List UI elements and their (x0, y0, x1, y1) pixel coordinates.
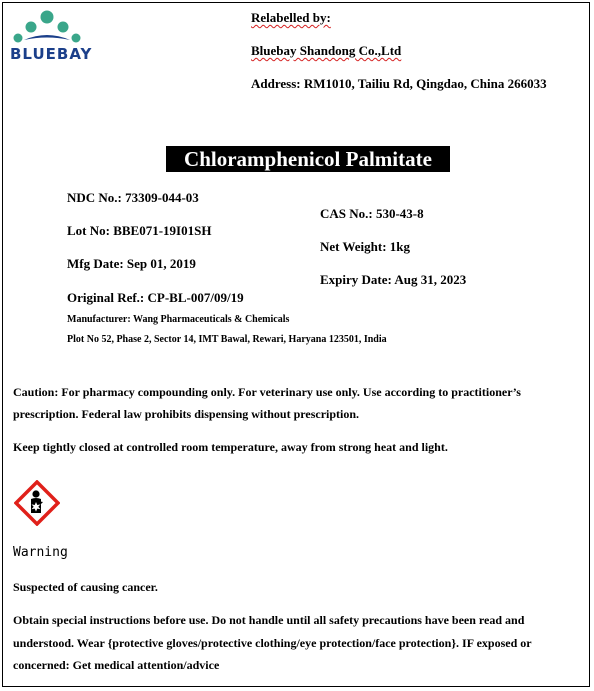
cas-number: CAS No.: 530-43-8 (320, 206, 424, 221)
relabel-label: Relabelled by: (251, 10, 331, 25)
caution-line-2: prescription. Federal law prohibits dispensing without prescription. (13, 407, 360, 421)
precaution-line-2: understood. Wear {protective gloves/protective clothing/eye protection/face protection}. IF exposed or (13, 636, 532, 650)
health-hazard-icon (14, 480, 60, 526)
original-ref: Original Ref.: CP-BL-007/09/19 (67, 290, 244, 305)
manufacturer: Manufacturer: Wang Pharmaceuticals & Chemicals (67, 314, 290, 325)
mfg-date: Mfg Date: Sep 01, 2019 (67, 256, 196, 271)
expiry-date: Expiry Date: Aug 31, 2023 (320, 272, 467, 287)
hazard-statement: Suspected of causing cancer. (13, 580, 158, 594)
precaution-line-1: Obtain special instructions before use. Do not handle until all safety precautions have been read and (13, 613, 525, 627)
relabel-address: Address: RM1010, Tailiu Rd, Qingdao, China 266033 (251, 76, 547, 91)
caution-line-1: Caution: For pharmacy compounding only. For veterinary use only. Use according to practitioner’s (13, 385, 521, 399)
logo-text: BLUEBAY (10, 45, 93, 63)
ndc-number: NDC No.: 73309-044-03 (67, 190, 199, 205)
lot-number: Lot No: BBE071-19I01SH (67, 223, 212, 238)
precaution-line-3: concerned: Get medical attention/advice (13, 658, 220, 672)
storage-instructions: Keep tightly closed at controlled room temperature, away from strong heat and light. (13, 440, 448, 454)
product-title: Chloramphenicol Palmitate (166, 146, 450, 172)
net-weight: Net Weight: 1kg (320, 239, 411, 254)
relabel-company: Bluebay Shandong Co.,Ltd (251, 43, 402, 58)
signal-word: Warning (13, 545, 68, 560)
manufacturer-address: Plot No 52, Phase 2, Sector 14, IMT Bawal, Rewari, Haryana 123501, India (67, 334, 387, 345)
